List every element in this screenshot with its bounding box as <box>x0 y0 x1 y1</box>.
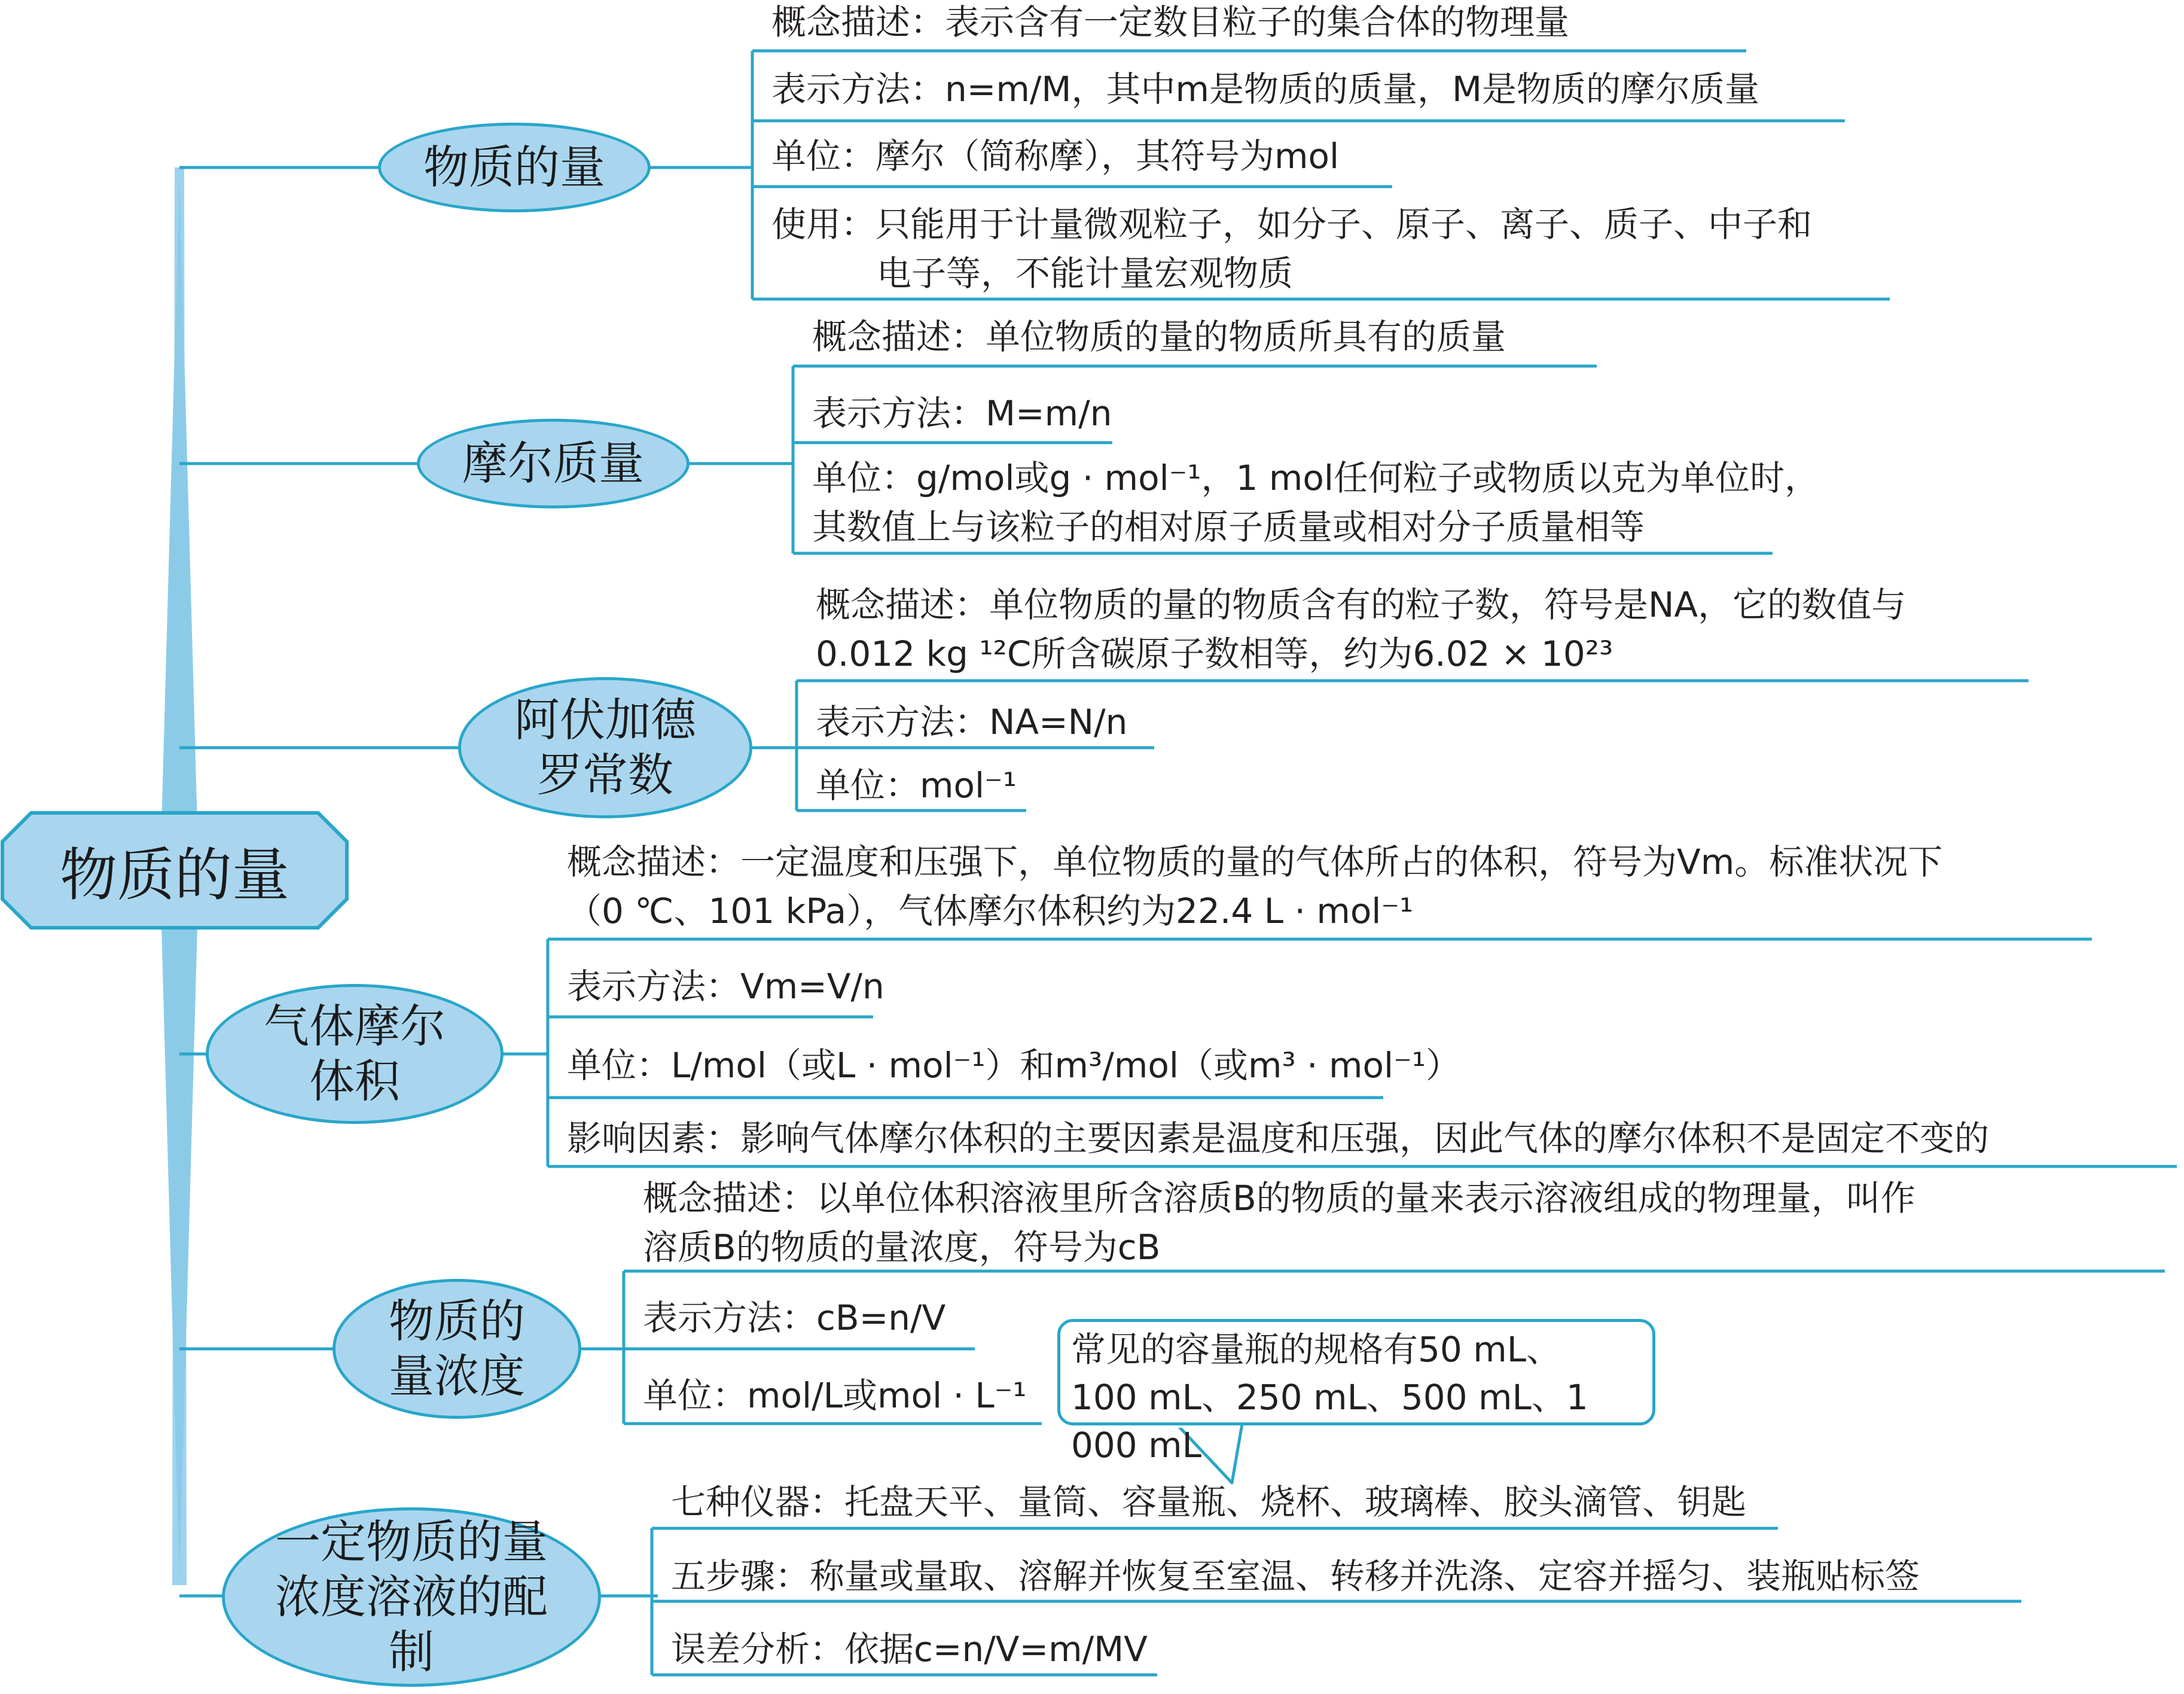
leaf-item: 表示方法：M=m/n <box>812 393 1112 434</box>
leaf-item: 概念描述：以单位体积溶液里所含溶质B的物质的量来表示溶液组成的物理量，叫作 溶质B的物质的量浓度，符号为cB <box>643 1178 1915 1268</box>
leaf-item: 表示方法：n=m/M，其中m是物质的质量，M是物质的摩尔质量 <box>771 69 1759 109</box>
leaf-item: 单位：mol/L或mol · L⁻¹ <box>643 1375 1027 1416</box>
topic-label: 一定物质的量浓度溶液的配制 <box>275 1515 548 1678</box>
topic-node-molar-concentration[interactable] <box>333 1279 581 1419</box>
leaf-item: 影响因素：影响气体摩尔体积的主要因素是温度和压强，因此气体的摩尔体积不是固定不变的 <box>567 1118 1990 1159</box>
leaf-item: 误差分析：依据c=n/V=m/MV <box>671 1629 1148 1669</box>
leaf-item: 表示方法：Vm=V/n <box>567 966 884 1007</box>
leaf-item: 单位：摩尔（简称摩），其符号为mol <box>771 136 1340 176</box>
note-line: 常见的容量瓶的规格有50 mL、 <box>1071 1329 1561 1370</box>
leaf-item: 概念描述：单位物质的量的物质所具有的质量 <box>812 316 1506 357</box>
root-label: 物质的量 <box>60 841 289 909</box>
leaf-item: 七种仪器：托盘天平、量筒、容量瓶、烧杯、玻璃棒、胶头滴管、钥匙 <box>671 1482 1747 1522</box>
root-node[interactable] <box>4 814 346 927</box>
leaf-item: 单位：L/mol（或L · mol⁻¹）和m³/mol（或m³ · mol⁻¹） <box>567 1045 1460 1086</box>
topic-label: 阿伏加德罗常数 <box>514 693 696 802</box>
leaf-item: 概念描述：表示含有一定数目粒子的集合体的物理量 <box>771 2 1570 42</box>
leaf-item: 单位：mol⁻¹ <box>816 765 1017 806</box>
leaf-item: 表示方法：NA=N/n <box>816 702 1128 742</box>
topic-node-solution-preparation[interactable] <box>222 1507 601 1687</box>
leaf-item: 概念描述：一定温度和压强下，单位物质的量的气体所占的体积，符号为Vm。标准状况下 （0 ℃、101 kPa），气体摩尔体积约为22.4 L · mol⁻¹ <box>567 842 1943 931</box>
leaf-item: 五步骤：称量或量取、溶解并恢复至室温、转移并洗涤、定容并摇匀、装瓶贴标签 <box>671 1556 1920 1596</box>
topic-node-molar-mass[interactable] <box>417 419 690 508</box>
topic-node-avogadro-constant[interactable] <box>458 677 752 818</box>
topic-node-amount-of-substance[interactable] <box>378 123 651 212</box>
topic-label: 气体摩尔体积 <box>264 1000 446 1108</box>
leaf-item: 表示方法：cB=n/V <box>643 1297 946 1338</box>
topic-node-molar-volume[interactable] <box>206 984 504 1124</box>
leaf-item: 使用：只能用于计量微观粒子，如分子、原子、离子、质子、中子和 电子等，不能计量宏观物质 <box>771 204 1813 294</box>
leaf-item: 概念描述：单位物质的量的物质含有的粒子数，符号是NA，它的数值与 0.012 kg ¹²C所含碳原子数相等，约为6.02 × 10²³ <box>816 584 1907 674</box>
leaf-item: 单位：g/mol或g · mol⁻¹，1 mol任何粒子或物质以克为单位时， 其数值上与该粒子的相对原子质量或相对分子质量相等 <box>812 458 1819 547</box>
note-line: 100 mL、250 mL、500 mL、1 000 mL <box>1071 1377 1588 1466</box>
topic-label: 摩尔质量 <box>462 437 644 490</box>
topic-label: 物质的量 <box>423 141 605 194</box>
note-callout <box>1057 1319 1655 1466</box>
topic-label: 物质的量浓度 <box>389 1294 525 1403</box>
